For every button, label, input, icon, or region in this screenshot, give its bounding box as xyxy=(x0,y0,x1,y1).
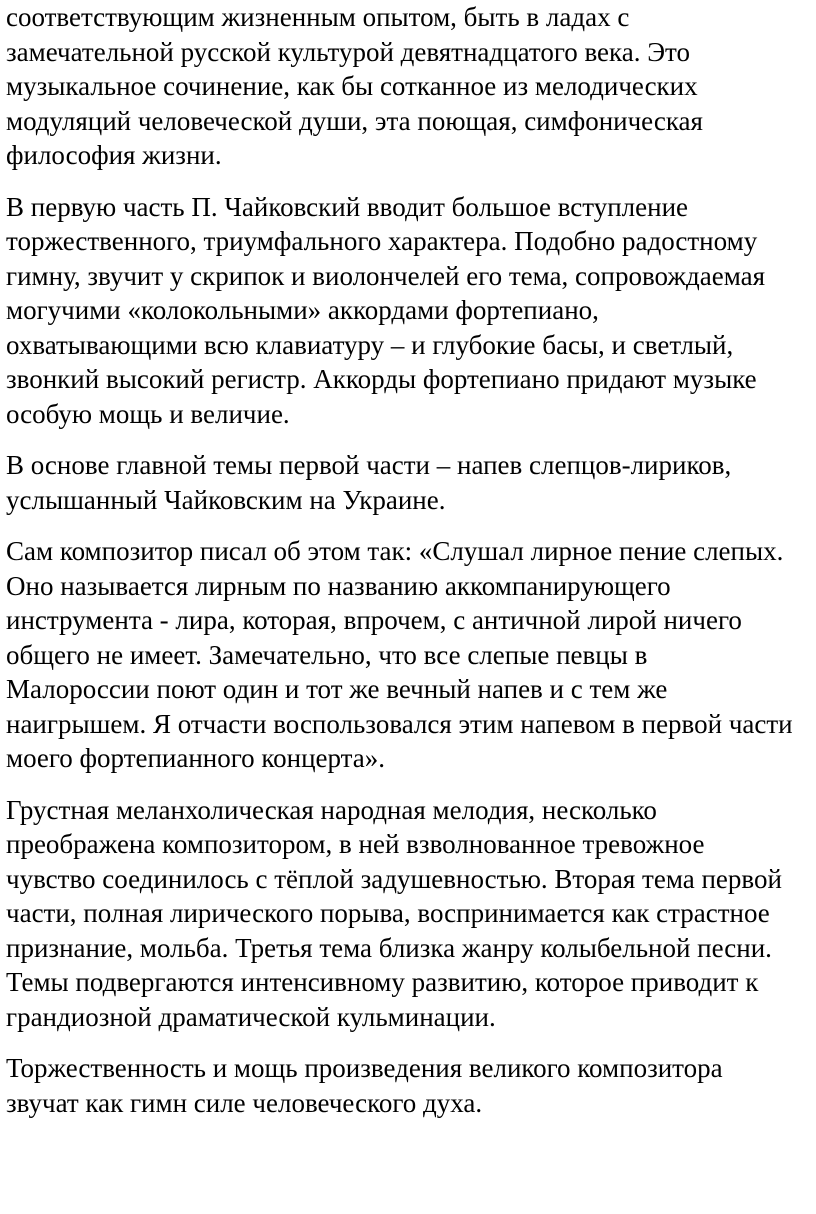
paragraph-line: соответствующим жизненным опытом, быть в ладах с xyxy=(6,2,630,32)
paragraph-line: признание, мольба. Третья тема близка жанру колыбельной песни. xyxy=(6,932,772,963)
paragraph-line: торжественного, триумфального характера. Подобно радостному xyxy=(6,226,758,256)
paragraph-line: Оно называется лирным по названию аккомпанирующего xyxy=(6,570,671,601)
paragraph-line: чувство соединилось с тёплой задушевностью. Вторая тема первой xyxy=(6,863,782,894)
paragraph-3 xyxy=(6,448,816,517)
paragraph-line: охватывающими всю клавиатуру – и глубокие басы, и светлый, xyxy=(6,329,734,360)
paragraph-1 xyxy=(6,0,816,173)
paragraph-line: Грустная меланхолическая народная мелодия, несколько xyxy=(6,794,657,825)
paragraph-line: модуляций человеческой души, эта поющая, симфоническая xyxy=(6,105,703,136)
paragraph-6 xyxy=(6,1051,816,1120)
paragraph-line: могучими «колокольными» аккордами фортепиано, xyxy=(6,295,599,325)
paragraph-line: наигрышем. Я отчасти воспользовался этим напевом в первой части xyxy=(6,708,793,739)
paragraph-line: замечательной русской культурой девятнадцатого века. Это xyxy=(6,36,691,67)
paragraph-line: Сам композитор писал об этом так: «Слушал лирное пение слепых. xyxy=(6,536,784,566)
paragraph-line: преображена композитором, в ней взволнованное тревожное xyxy=(6,829,705,859)
paragraph-2 xyxy=(6,190,816,432)
paragraph-line: услышанный Чайковским на Украине. xyxy=(6,484,446,515)
paragraph-line: Темы подвергаются интенсивному развитию, которое приводит к xyxy=(6,967,759,997)
paragraph-5 xyxy=(6,793,816,1035)
paragraph-line: философия жизни. xyxy=(6,140,222,170)
paragraph-line: моего фортепианного концерта». xyxy=(6,743,386,773)
paragraph-line: Торжественность и мощь произведения великого композитора xyxy=(6,1053,723,1083)
paragraph-line: инструмента - лира, которая, впрочем, с античной лирой ничего xyxy=(6,605,742,635)
paragraph-4 xyxy=(6,534,816,776)
paragraph-line: музыкальное сочинение, как бы сотканное из мелодических xyxy=(6,71,698,101)
paragraph-line: грандиозной драматической кульминации. xyxy=(6,1001,496,1032)
paragraph-line: звонкий высокий регистр. Аккорды фортепиано придают музыке xyxy=(6,364,757,394)
paragraph-line: звучат как гимн силе человеческого духа. xyxy=(6,1087,483,1118)
paragraph-line: В первую часть П. Чайковский вводит большое вступление xyxy=(6,191,689,222)
paragraph-line: Малороссии поют один и тот же вечный напев и с тем же xyxy=(6,674,668,704)
paragraph-line: общего не имеет. Замечательно, что все слепые певцы в xyxy=(6,639,648,670)
paragraph-line: В основе главной темы первой части – напев слепцов-лириков, xyxy=(6,450,732,480)
paragraph-line: особую мощь и величие. xyxy=(6,398,290,429)
paragraph-line: гимну, звучит у скрипок и виолончелей его тема, сопровождаемая xyxy=(6,260,766,291)
paragraph-line: части, полная лирического порыва, воспринимается как страстное xyxy=(6,898,770,928)
